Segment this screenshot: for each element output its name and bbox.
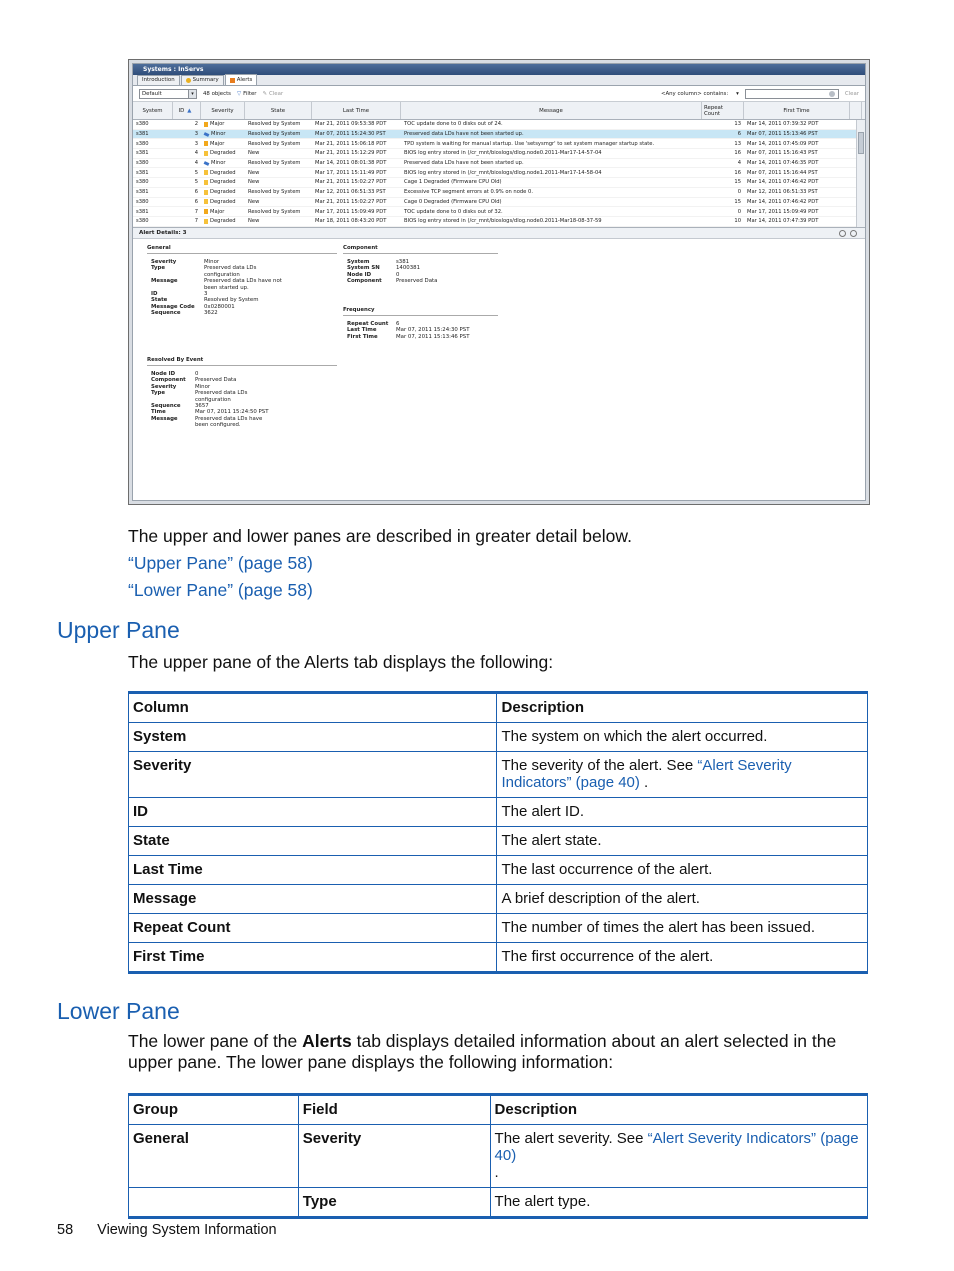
detail-field-value: 6 [396,321,400,327]
cell-message: Cage 1 Degraded (Firmware CPU Old) [404,179,502,186]
cell-id: 4 [194,150,198,157]
detail-field-value: 0 [195,371,199,377]
table-header-cell: Description [497,693,868,723]
table-header-row [129,693,868,723]
cell-repeat-count: 0 [737,189,741,196]
sort-ascending-icon: ▲ [187,107,192,114]
description-cell [497,723,868,752]
cell-last-time: Mar 21, 2011 15:02:27 PDT [315,179,387,186]
description-text: The alert ID. [501,803,585,820]
column-header-last-time[interactable]: Last Time [312,102,401,119]
detail-field-label: Node ID [347,271,372,278]
cell-last-time: Mar 07, 2011 15:24:30 PST [315,131,386,138]
table-row [129,1188,868,1218]
cell-last-time: Mar 12, 2011 06:51:33 PST [315,189,386,196]
detail-field-label: Severity [151,383,177,390]
column-name-cell: Message [129,885,497,914]
alert-row[interactable] [133,217,865,227]
cell-repeat-count: 16 [734,150,741,157]
cell-system: s380 [136,121,149,128]
severity-label: Degraded [210,189,236,196]
page-footer [57,1222,277,1238]
xref-lower-pane[interactable]: “Lower Pane” (page 58) [128,580,313,600]
column-name-cell: Last Time [129,856,497,885]
chevron-down-icon: ▾ [736,90,739,97]
cell-severity [201,150,245,156]
group-title: Frequency [343,307,498,316]
cell-last-time: Mar 21, 2011 15:02:27 PDT [315,198,387,205]
cell-first-time: Mar 14, 2011 07:39:32 PDT [747,121,819,128]
detail-field [343,334,498,340]
cell-severity [201,199,245,205]
cell-severity [201,170,245,176]
description-cell [497,943,868,973]
column-header-system[interactable]: System [133,102,173,119]
severity-label: Degraded [210,179,236,186]
alert-details-body [133,239,865,479]
app-window [132,63,866,501]
description-cell [497,798,868,827]
cell-id: 5 [194,169,198,176]
alert-row[interactable] [133,139,865,149]
detail-field-value: 3657 [195,403,209,410]
table-row [129,943,868,973]
group-title: Component [343,245,498,254]
alerts-toolbar [133,86,865,102]
alerts-grid-header [133,102,865,120]
vertical-scrollbar[interactable] [856,120,865,227]
detail-field-value: Preserved Data [195,377,237,384]
severity-label: Minor [211,131,226,138]
cell-repeat-count: 4 [737,160,741,167]
description-text: A brief description of the alert. [501,890,700,907]
clear-icon: ✎ [262,90,268,97]
cell-system: s381 [136,189,149,196]
description-cell [497,856,868,885]
detail-field-label: State [151,297,168,304]
cell-severity [201,218,245,224]
severity-label: Degraded [210,150,236,157]
cell-severity [201,131,245,137]
cell-state: Resolved by System [248,140,301,147]
column-header-repeat-count[interactable]: Repeat Count [702,102,744,119]
severity-major-icon [204,141,208,146]
column-name-cell: Repeat Count [129,914,497,943]
description-cell [490,1125,867,1188]
objects-count: 48 objects [203,90,231,97]
tab-bar [133,75,865,86]
detail-field [343,278,498,284]
detail-field-value: Preserved Data [396,278,438,285]
alerts-screenshot [128,59,870,505]
detail-field-value: Mar 07, 2011 15:24:50 PST [195,409,269,416]
description-text: The alert severity. See [494,1130,648,1147]
detail-field-label: Sequence [151,403,181,410]
alert-row[interactable] [133,168,865,178]
detail-field-label: Message [151,415,178,422]
cell-system: s381 [136,131,149,138]
column-name-cell: Severity [129,752,497,798]
alert-row[interactable] [133,207,865,217]
severity-label: Degraded [210,169,236,176]
cell-system: s381 [136,169,149,176]
detail-field-value: 1400381 [396,265,421,272]
cell-first-time: Mar 14, 2011 07:46:42 PDT [747,198,819,205]
cell-last-time: Mar 18, 2011 08:43:20 PDT [315,218,387,225]
detail-field-label: Type [151,265,166,272]
detail-field-label: Message Code [151,303,195,310]
table-row [129,723,868,752]
table-row [129,856,868,885]
detail-field-label: Repeat Count [347,321,389,327]
search-icon [829,91,835,97]
detail-field-value: 0 [396,271,400,278]
cell-id: 5 [194,179,198,186]
header-corner [850,102,862,119]
detail-field-value: Mar 07, 2011 15:24:30 PST [396,327,470,334]
column-name-cell: ID [129,798,497,827]
alert-row[interactable] [133,149,865,159]
cell-last-time: Mar 17, 2011 15:11:49 PDT [315,169,387,176]
alerts-grid-body [133,120,865,227]
cell-last-time: Mar 21, 2011 09:53:38 PDT [315,121,387,128]
cell-first-time: Mar 12, 2011 06:51:33 PST [747,189,818,196]
detail-field-label: Severity [151,259,177,265]
cell-repeat-count: 10 [734,218,741,225]
xref-upper-pane[interactable]: “Upper Pane” (page 58) [128,553,313,573]
description-suffix: . [494,1164,499,1181]
group-title: Resolved By Event [147,357,337,366]
page-number: 58 [57,1222,74,1238]
table-row [129,798,868,827]
details-group-component [343,245,498,285]
severity-minor-icon [204,161,210,166]
severity-degraded-icon [204,190,208,195]
cell-first-time: Mar 14, 2011 07:46:35 PDT [747,160,819,167]
column-header-state[interactable]: State [245,102,312,119]
detail-field-value: Minor [204,259,220,265]
cell-first-time: Mar 14, 2011 07:46:42 PDT [747,179,819,186]
severity-degraded-icon [204,170,208,175]
detail-field-label: Last Time [347,327,377,334]
table-header-cell: Group [129,1095,299,1125]
detail-field-label: Type [151,390,166,397]
table-row [129,885,868,914]
cell-severity [201,141,245,147]
cell-message: Preserved data LDs have not been started up. [404,131,524,138]
filter-icon: ▽ [237,90,242,97]
cell-message: TPD system is waiting for manual startup. Use 'setsysmgr' to set system manager startup state. [404,140,655,147]
detail-field-label: Sequence [151,310,181,317]
cell-message: Cage 0 Degraded (Firmware CPU Old) [404,198,502,205]
cell-system: s380 [136,198,149,205]
severity-label: Major [210,121,225,128]
cell-system: s380 [136,218,149,225]
alert-row[interactable] [133,188,865,198]
details-group-frequency [343,307,498,340]
cell-first-time: Mar 17, 2011 15:09:49 PDT [747,208,819,215]
cell-state: Resolved by System [248,189,301,196]
table-row [129,752,868,798]
cell-system: s380 [136,179,149,186]
xref-link[interactable]: “Alert Severity Indicators” (page 40) [501,757,792,791]
severity-degraded-icon [204,180,208,185]
description-cell [497,885,868,914]
detail-field-label: System [347,259,370,265]
cell-state: New [248,169,260,176]
severity-minor-icon [204,132,210,137]
field-cell: Type [298,1188,490,1218]
cell-system: s381 [136,150,149,157]
detail-field-label: Time [151,409,166,416]
cell-id: 3 [194,131,198,138]
cell-first-time: Mar 14, 2011 07:45:09 PDT [747,140,819,147]
intro-paragraph: The upper and lower panes are described in greater detail below. [128,526,632,546]
group-cell: General [129,1125,299,1188]
column-name-cell: First Time [129,943,497,973]
detail-field [147,265,337,278]
severity-label: Degraded [210,218,236,225]
cell-state: Resolved by System [248,121,301,128]
detail-field-value: Minor [195,383,211,390]
lower-pane-intro: The lower pane of the Alerts tab displays detailed information about an alert selected in the upper pane. The lower pane displays the following information: [128,1031,837,1072]
column-header-message[interactable]: Message [401,102,702,119]
detail-field-label: System SN [347,265,380,272]
cell-system: s380 [136,140,149,147]
severity-degraded-icon [204,151,208,156]
cell-repeat-count: 15 [734,179,741,186]
cell-message: Preserved data LDs have not been started up. [404,160,524,167]
cell-state: New [248,150,260,157]
description-cell [490,1188,867,1218]
column-name-cell: State [129,827,497,856]
severity-degraded-icon [204,219,208,224]
cell-system: s381 [136,208,149,215]
cell-first-time: Mar 07, 2011 15:16:44 PST [747,169,818,176]
cell-message: Excessive TCP segment errors at 0.9% on node 0. [404,189,533,196]
collapse-icon[interactable] [839,230,846,237]
cell-state: Resolved by System [248,160,301,167]
description-cell [497,827,868,856]
column-header-first-time[interactable]: First Time [744,102,850,119]
severity-major-icon [204,209,208,214]
cell-first-time: Mar 14, 2011 07:47:39 PDT [747,218,819,225]
cell-id: 2 [194,121,198,128]
cell-message: BIOS log entry stored in (/cr_mnt/bioslogs/dlog.node1.2011-Mar17-14-58-04 [404,169,602,176]
alert-details-header: Alert Details: 3 [133,227,865,239]
alert-icon [230,78,235,83]
cell-last-time: Mar 21, 2011 15:12:29 PDT [315,150,387,157]
cell-severity [201,189,245,195]
detail-field-value: 3622 [204,310,218,317]
settings-icon[interactable] [850,230,857,237]
cell-id: 4 [194,160,198,167]
cell-first-time: Mar 07, 2011 15:13:46 PST [747,131,818,138]
severity-label: Degraded [210,198,236,205]
group-title: General [147,245,337,254]
severity-major-icon [204,122,208,127]
description-text: The alert state. [501,832,602,849]
alert-row[interactable] [133,159,865,169]
upper-pane-table [128,691,868,974]
alert-row[interactable] [133,120,865,130]
description-text: The system on which the alert occurred. [501,728,768,745]
details-buttons [839,230,857,237]
description-cell [497,752,868,798]
cell-state: New [248,179,260,186]
detail-field [147,278,337,291]
alert-row[interactable] [133,198,865,208]
cell-state: Resolved by System [248,131,301,138]
tab-introduction[interactable]: Introduction [137,75,180,85]
alert-row[interactable] [133,178,865,188]
detail-field [147,390,337,403]
detail-field-value: Resolved by System [204,297,259,304]
detail-field-value: Preserved data LDs have not been started up. [204,278,282,291]
cell-repeat-count: 16 [734,169,741,176]
column-scope-select[interactable]: <Any column> contains: ▾ [660,90,739,97]
table-header-row [129,1095,868,1125]
cell-id: 7 [194,218,198,225]
lower-pane-heading: Lower Pane [57,998,180,1024]
cell-first-time: Mar 07, 2011 15:16:43 PST [747,150,818,157]
description-suffix: . [639,774,649,791]
detail-field-value: Mar 07, 2011 15:13:46 PST [396,333,470,340]
upper-pane-intro: The upper pane of the Alerts tab displays the following: [128,652,554,672]
summary-icon [186,78,191,83]
table-row [129,914,868,943]
table-header-cell: Description [490,1095,867,1125]
cell-repeat-count: 15 [734,198,741,205]
cell-message: TOC update done to 0 disks out of 24. [404,121,503,128]
details-group-resolved-by-event [147,357,337,429]
alert-row[interactable] [133,130,865,140]
table-row [129,1125,868,1188]
cell-severity [201,160,245,166]
xref-link[interactable]: “Alert Severity Indicators” (page 40) [494,1130,859,1164]
detail-field-label: First Time [347,333,378,340]
group-cell [129,1188,299,1218]
column-name-cell: System [129,723,497,752]
cell-repeat-count: 0 [737,208,741,215]
lower-pane-table [128,1093,868,1219]
description-text: The severity of the alert. See [501,757,698,774]
cell-id: 6 [194,189,198,196]
detail-field-value: Preserved data LDs configuration [195,390,248,403]
filter-select[interactable]: Default ▾ [139,89,197,99]
detail-field-value: Preserved data LDs have been configured. [195,415,263,429]
cell-severity [201,209,245,215]
scrollbar-thumb[interactable] [858,132,864,154]
cell-last-time: Mar 14, 2011 08:01:38 PDT [315,160,387,167]
upper-pane-heading: Upper Pane [57,617,180,643]
severity-label: Minor [211,160,226,167]
cell-severity [201,121,245,127]
cell-state: New [248,198,260,205]
footer-section-title: Viewing System Information [97,1222,277,1238]
detail-field-value: 0x0280001 [204,303,235,310]
cell-state: Resolved by System [248,208,301,215]
tab-alerts[interactable]: Alerts [225,74,258,85]
cell-severity [201,179,245,185]
chevron-down-icon: ▾ [188,90,196,98]
detail-field [147,416,337,429]
cell-repeat-count: 13 [734,121,741,128]
cell-last-time: Mar 17, 2011 15:09:49 PDT [315,208,387,215]
severity-degraded-icon [204,199,208,204]
cell-id: 3 [194,140,198,147]
search-input[interactable] [745,89,839,99]
severity-label: Major [210,140,225,147]
detail-field-label: Node ID [151,371,176,377]
cell-repeat-count: 13 [734,140,741,147]
description-text: The alert type. [494,1193,591,1210]
cell-message: BIOS log entry stored in (/cr_mnt/bioslogs/dlog.node0.2011-Mar18-08-37-59 [404,218,602,225]
table-row [129,827,868,856]
detail-field-label: Component [151,377,186,384]
cell-message: BIOS log entry stored in (/cr_mnt/bioslogs/dlog.node0.2011-Mar17-14-57-04 [404,150,602,157]
cell-id: 6 [194,198,198,205]
cell-last-time: Mar 21, 2011 15:06:18 PDT [315,140,387,147]
detail-field-value: 3 [204,291,208,298]
column-header-severity[interactable]: Severity [201,102,245,119]
column-header-id[interactable]: ID ▲ [173,102,201,119]
cell-system: s380 [136,160,149,167]
detail-field-value: Preserved data LDs configuration [204,265,257,278]
description-text: The first occurrence of the alert. [501,948,714,965]
description-cell [497,914,868,943]
detail-field-label: Message [151,278,178,285]
detail-field-label: Component [347,278,382,285]
table-header-cell: Column [129,693,497,723]
description-text: The number of times the alert has been issued. [501,919,815,936]
search-clear-button[interactable]: Clear [844,90,859,97]
clear-filter-button[interactable]: ✎ Clear [262,90,284,97]
cell-state: New [248,218,260,225]
detail-field [147,310,337,316]
description-text: The last occurrence of the alert. [501,861,713,878]
cell-message: TOC update done to 0 disks out of 32. [404,208,503,215]
detail-field-value: s381 [396,259,410,265]
details-group-general [147,245,337,317]
window-title: Systems : InServs [133,64,865,75]
tab-summary[interactable]: Summary [181,75,224,85]
cell-id: 7 [194,208,198,215]
table-header-cell: Field [298,1095,490,1125]
severity-label: Major [210,208,225,215]
filter-button[interactable]: ▽ Filter [237,90,257,97]
cell-repeat-count: 6 [737,131,741,138]
field-cell: Severity [298,1125,490,1188]
detail-field-label: ID [151,291,158,298]
